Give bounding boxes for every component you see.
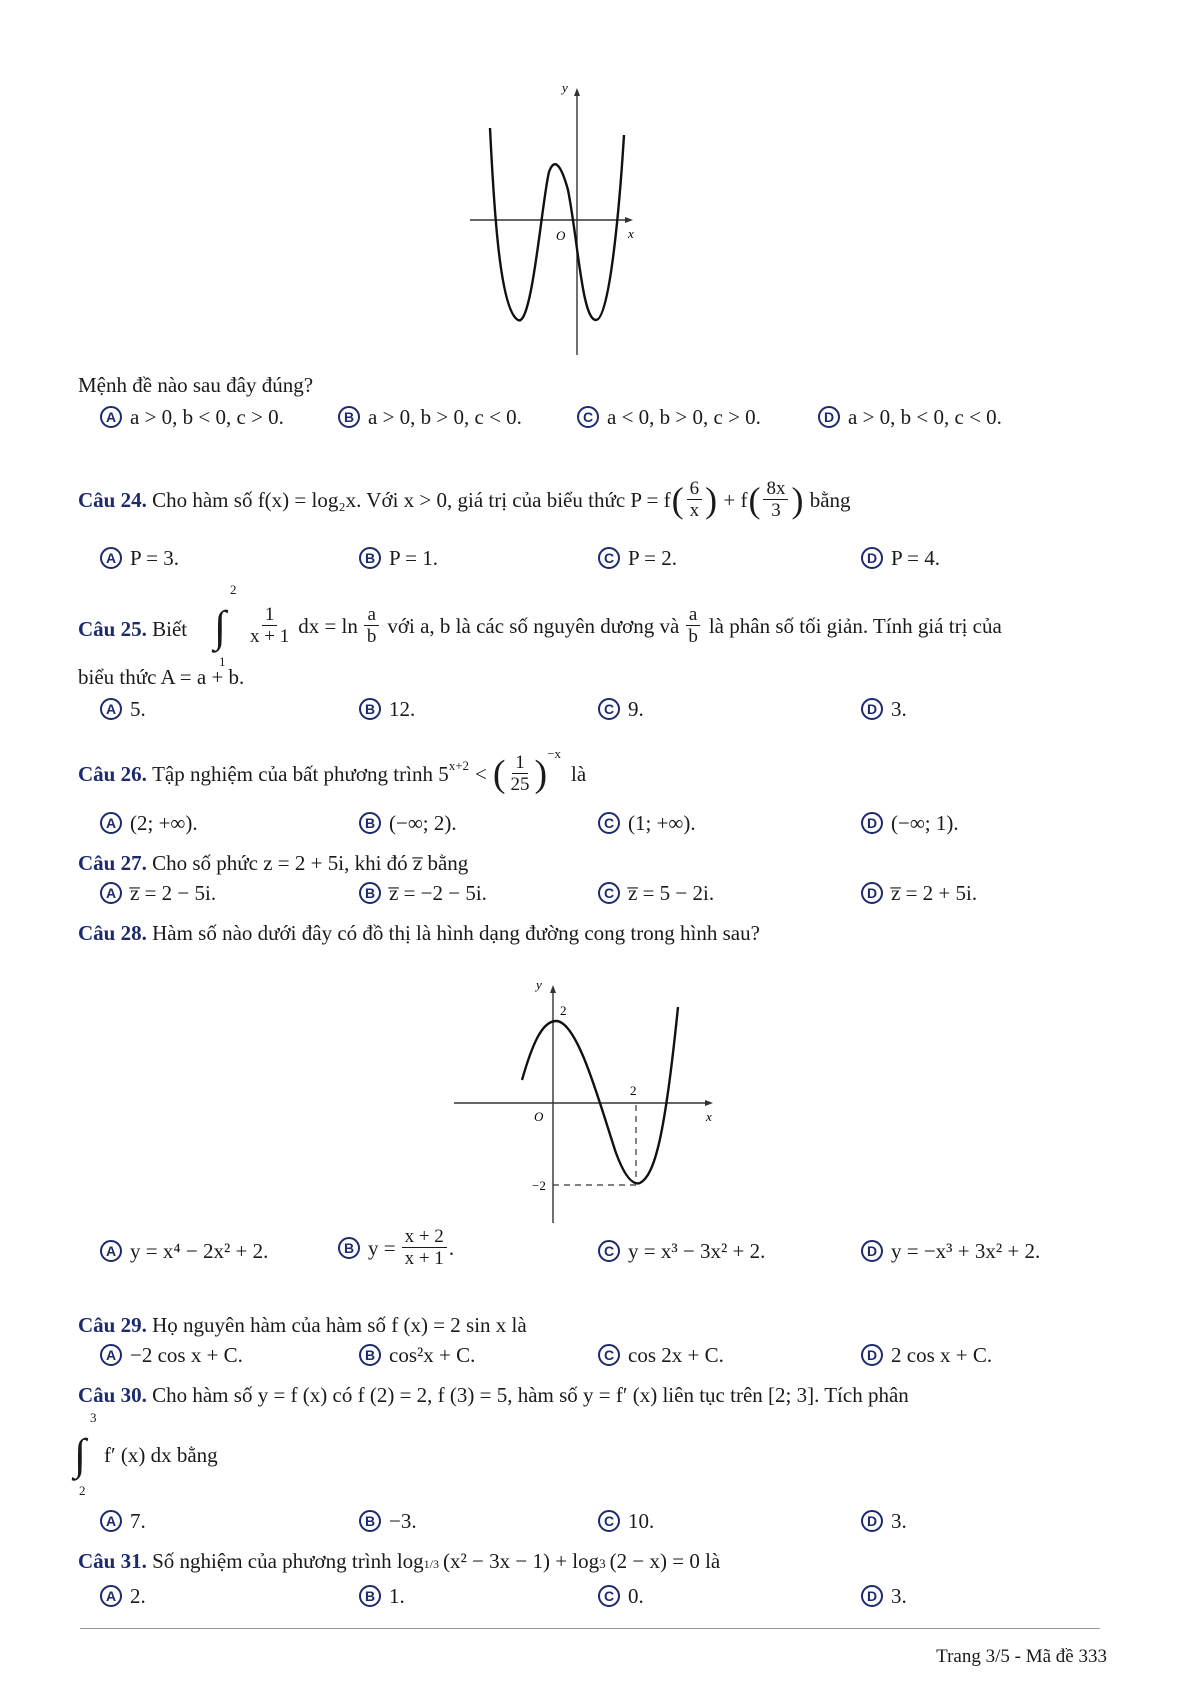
- option-badge: B: [338, 406, 360, 428]
- q24-option-d[interactable]: [861, 545, 940, 571]
- q28-option-a[interactable]: [100, 1238, 268, 1264]
- q27-option-c[interactable]: [598, 880, 714, 906]
- option-badge: C: [598, 1344, 620, 1366]
- option-text: 5.: [130, 697, 146, 721]
- option-badge: A: [100, 1510, 122, 1532]
- option-text: y = x⁴ − 2x² + 2.: [130, 1239, 269, 1263]
- option-text: a < 0, b > 0, c > 0.: [607, 405, 761, 429]
- option-badge: C: [598, 547, 620, 569]
- q24-option-c[interactable]: [598, 545, 677, 571]
- option-badge: C: [598, 698, 620, 720]
- q30-integral-sign: ∫: [74, 1430, 87, 1479]
- frac-num: 1: [262, 604, 278, 626]
- q30-option-a[interactable]: [100, 1508, 146, 1534]
- frac-num: 6: [687, 478, 703, 500]
- q25-option-b[interactable]: [359, 696, 415, 722]
- option-text: 10.: [628, 1509, 655, 1533]
- option-badge: B: [359, 1344, 381, 1366]
- option-badge: D: [861, 698, 883, 720]
- y-axis-arrow: [550, 985, 556, 993]
- q26-label: Câu 26.: [78, 761, 147, 786]
- frac-den: b: [366, 626, 377, 647]
- q28-option-c[interactable]: [598, 1238, 765, 1264]
- graph-q23: [470, 80, 690, 380]
- q30-stem-text: Cho hàm số y = f (x) có f (2) = 2, f (3) = 5, hàm số y = f′ (x) liên tục trên [2; 3]. Tích phân: [152, 1383, 909, 1407]
- option-text: P = 1.: [389, 546, 438, 570]
- option-badge: D: [861, 812, 883, 834]
- q26-frac: [508, 752, 533, 795]
- q26-option-b[interactable]: [359, 810, 457, 836]
- option-badge: A: [100, 882, 122, 904]
- option-text-end: .: [448, 1235, 455, 1260]
- q25-integrand: [247, 604, 292, 647]
- x-axis-arrow: [625, 217, 633, 223]
- q25-text1: với a, b là các số nguyên dương và: [387, 613, 680, 638]
- q24-frac2: [763, 478, 788, 521]
- option-badge: C: [598, 1585, 620, 1607]
- q23-option-a[interactable]: [100, 404, 284, 430]
- q25-formula: [245, 604, 1002, 647]
- option-badge: A: [100, 698, 122, 720]
- q27-label: Câu 27.: [78, 851, 147, 875]
- option-badge: A: [100, 1585, 122, 1607]
- q26-option-d[interactable]: [861, 810, 959, 836]
- option-badge: B: [359, 1585, 381, 1607]
- q30-stem: [78, 1382, 909, 1408]
- option-text: −3.: [389, 1509, 417, 1533]
- y-axis-label: y: [562, 80, 568, 95]
- frac-num: a: [686, 604, 700, 626]
- q30-option-d[interactable]: [861, 1508, 907, 1534]
- option-text: z̅ = −2 − 5i.: [389, 881, 487, 905]
- y-axis-label: y: [536, 977, 542, 992]
- q24-label: Câu 24.: [78, 487, 147, 512]
- q27-stem-text: Cho số phức z = 2 + 5i, khi đó z̅ bằng: [152, 851, 469, 875]
- option-badge: A: [100, 1344, 122, 1366]
- option-badge: B: [359, 882, 381, 904]
- option-text: z̅ = 2 − 5i.: [130, 881, 217, 905]
- origin-label: O: [556, 228, 566, 243]
- q25-text2: là phân số tối giản. Tính giá trị của: [708, 613, 1002, 638]
- q24-option-b[interactable]: [359, 545, 438, 571]
- q24-frac1: [687, 478, 703, 521]
- q31-stem-c: (2 − x) = 0 là: [609, 1549, 721, 1573]
- q30-integrand: f′ (x) dx bằng: [104, 1443, 218, 1467]
- q31-base1: 1/3: [423, 1557, 439, 1571]
- option-text: 1.: [389, 1584, 405, 1608]
- q23-option-d[interactable]: [818, 404, 1002, 430]
- q25-lead: Biết: [152, 617, 188, 641]
- option-badge: A: [100, 1240, 122, 1262]
- option-badge: A: [100, 406, 122, 428]
- option-text: 3.: [891, 1509, 907, 1533]
- q31-stem-b: (x² − 3x − 1) + log: [443, 1549, 600, 1573]
- frac-num: a: [364, 604, 378, 626]
- origin-label: O: [534, 1109, 544, 1124]
- q25-lower-limit: 1: [219, 654, 226, 669]
- option-text: 2 cos x + C.: [891, 1343, 993, 1367]
- option-text: a > 0, b > 0, c < 0.: [368, 405, 522, 429]
- q29-label: Câu 29.: [78, 1313, 147, 1337]
- option-text: P = 3.: [130, 546, 179, 570]
- option-text: 3.: [891, 697, 907, 721]
- option-text: 3.: [891, 1584, 907, 1608]
- cubic-curve: [522, 1007, 678, 1183]
- frac-num: 8x: [763, 478, 788, 500]
- q28-option-b[interactable]: [338, 1226, 454, 1269]
- option-text: cos²x + C.: [389, 1343, 476, 1367]
- q24-stem-mid: + f: [723, 487, 748, 512]
- option-text: 9.: [628, 697, 644, 721]
- graph-q28: [450, 975, 740, 1225]
- q30-option-b[interactable]: [359, 1508, 417, 1534]
- q29-stem: [78, 1312, 527, 1338]
- option-badge: C: [598, 1240, 620, 1262]
- x-axis-arrow: [705, 1100, 713, 1106]
- q31-stem-a: Số nghiệm của phương trình log: [152, 1549, 424, 1573]
- q31-label: Câu 31.: [78, 1549, 147, 1573]
- q25-mid: dx = ln: [298, 613, 358, 638]
- q26-exp2: −x: [547, 745, 562, 761]
- q23-option-b[interactable]: [338, 404, 522, 430]
- q25-option-a[interactable]: [100, 696, 146, 722]
- q29-option-d[interactable]: [861, 1342, 992, 1368]
- q31-base2: 3: [599, 1556, 606, 1571]
- frac-num: x + 2: [402, 1226, 447, 1248]
- q30-lower-limit: 2: [79, 1483, 86, 1498]
- q28-option-b-frac: [402, 1226, 447, 1269]
- q23-option-c[interactable]: [577, 404, 761, 430]
- q30-label: Câu 30.: [78, 1383, 147, 1407]
- option-badge: B: [359, 1510, 381, 1532]
- option-badge: C: [598, 1510, 620, 1532]
- frac-num: 1: [512, 752, 528, 774]
- option-badge: B: [359, 812, 381, 834]
- q29-option-a[interactable]: [100, 1342, 243, 1368]
- option-text-lead: y =: [368, 1235, 396, 1260]
- option-badge: D: [861, 1240, 883, 1262]
- option-badge: B: [338, 1237, 360, 1259]
- option-text: P = 4.: [891, 546, 940, 570]
- q23-stem: Mệnh đề nào sau đây đúng?: [78, 373, 314, 397]
- frac-den: 25: [510, 774, 530, 795]
- q28-option-d[interactable]: [861, 1238, 1040, 1264]
- frac-den: x: [689, 500, 700, 521]
- q26-lt: <: [475, 761, 487, 786]
- page-footer: Trang 3/5 - Mã đề 333: [936, 1646, 1107, 1667]
- q25-upper-limit: 2: [230, 582, 237, 597]
- option-text: (−∞; 1).: [891, 811, 959, 835]
- q27-stem: [78, 850, 468, 876]
- q31-stem: [78, 1548, 720, 1577]
- y-axis-arrow: [574, 88, 580, 96]
- q27-option-a[interactable]: [100, 880, 216, 906]
- q25-ab-frac-2: [685, 604, 701, 647]
- q27-option-d[interactable]: [861, 880, 977, 906]
- option-text: cos 2x + C.: [628, 1343, 724, 1367]
- q26-stem: Câu 26. Tập nghiệm của bất phương trình 5 $^{x+2}$ < ( $\frac{1}{25}$ ) $^{-x}$ là: [78, 752, 586, 795]
- x-axis-label: x: [628, 226, 634, 241]
- frac-den: 3: [771, 500, 781, 521]
- q31-option-a[interactable]: [100, 1583, 146, 1609]
- option-text: 7.: [130, 1509, 146, 1533]
- option-text: (−∞; 2).: [389, 811, 457, 835]
- q29-stem-text: Họ nguyên hàm của hàm số f (x) = 2 sin x là: [152, 1313, 527, 1337]
- option-badge: D: [861, 1344, 883, 1366]
- option-badge: B: [359, 698, 381, 720]
- q25-label: Câu 25.: [78, 617, 147, 641]
- option-text: P = 2.: [628, 546, 677, 570]
- q24-stem: Câu 24. Cho hàm số f(x) = log₂x. Với x > 0, giá trị của biểu thức P = f ( $\frac{6}{x}$ ) + f ( $\frac{8x}{3}$ ) bằng: [78, 478, 851, 521]
- option-badge: C: [577, 406, 599, 428]
- footer-divider: [80, 1628, 1100, 1629]
- q28-stem-text: Hàm số nào dưới đây có đồ thị là hình dạng đường cong trong hình sau?: [152, 921, 760, 945]
- q26-end: là: [571, 761, 587, 786]
- option-text: (1; +∞).: [628, 811, 696, 835]
- q28-stem: [78, 920, 760, 946]
- q26-stem-text: Tập nghiệm của bất phương trình 5: [152, 761, 449, 786]
- q30-upper-limit: 3: [90, 1410, 97, 1425]
- option-badge: C: [598, 882, 620, 904]
- q31-option-d[interactable]: [861, 1583, 907, 1609]
- y-min-label: −2: [532, 1178, 546, 1193]
- option-badge: B: [359, 547, 381, 569]
- q26-exp1: x+2: [448, 757, 470, 773]
- option-badge: A: [100, 547, 122, 569]
- option-text: y = −x³ + 3x² + 2.: [891, 1239, 1041, 1263]
- option-badge: D: [861, 1510, 883, 1532]
- option-badge: A: [100, 812, 122, 834]
- x-axis-label: x: [706, 1109, 712, 1124]
- q25-label-lead: [78, 616, 187, 642]
- option-text: 2.: [130, 1584, 146, 1608]
- q26-option-a[interactable]: [100, 810, 198, 836]
- option-text: z̅ = 5 − 2i.: [628, 881, 715, 905]
- q24-stem-a: Cho hàm số f(x) = log₂x. Với x > 0, giá trị của biểu thức P = f: [152, 487, 671, 512]
- q25-option-d[interactable]: [861, 696, 907, 722]
- frac-den: x + 1: [404, 1248, 444, 1269]
- q30-option-c[interactable]: [598, 1508, 654, 1534]
- q28-label: Câu 28.: [78, 921, 147, 945]
- frac-den: x + 1: [250, 626, 290, 647]
- option-badge: D: [818, 406, 840, 428]
- option-badge: D: [861, 1585, 883, 1607]
- q27-option-b[interactable]: [359, 880, 487, 906]
- option-text: 12.: [389, 697, 416, 721]
- option-badge: D: [861, 547, 883, 569]
- option-text: a > 0, b < 0, c > 0.: [130, 405, 284, 429]
- option-text: −2 cos x + C.: [130, 1343, 243, 1367]
- q24-option-a[interactable]: [100, 545, 179, 571]
- option-badge: D: [861, 882, 883, 904]
- x-tick-2-label: 2: [630, 1083, 637, 1098]
- frac-den: b: [688, 626, 698, 647]
- q29-option-c[interactable]: [598, 1342, 724, 1368]
- q29-option-b[interactable]: [359, 1342, 475, 1368]
- q26-option-c[interactable]: [598, 810, 696, 836]
- q25-line2: biểu thức A = a + b.: [78, 665, 245, 689]
- q25-ab-frac: [364, 604, 380, 647]
- option-text: 0.: [628, 1584, 644, 1608]
- q24-stem-end: bằng: [809, 487, 851, 512]
- option-badge: C: [598, 812, 620, 834]
- q25-integral-sign: ∫: [214, 602, 227, 651]
- q31-option-c[interactable]: [598, 1583, 644, 1609]
- option-text: (2; +∞).: [130, 811, 198, 835]
- quartic-curve: [490, 128, 624, 320]
- option-text: y = x³ − 3x² + 2.: [628, 1239, 766, 1263]
- q31-option-b[interactable]: [359, 1583, 405, 1609]
- q25-option-c[interactable]: [598, 696, 644, 722]
- option-text: a > 0, b < 0, c < 0.: [848, 405, 1002, 429]
- option-text: z̅ = 2 + 5i.: [891, 881, 978, 905]
- y-max-label: 2: [560, 1003, 567, 1018]
